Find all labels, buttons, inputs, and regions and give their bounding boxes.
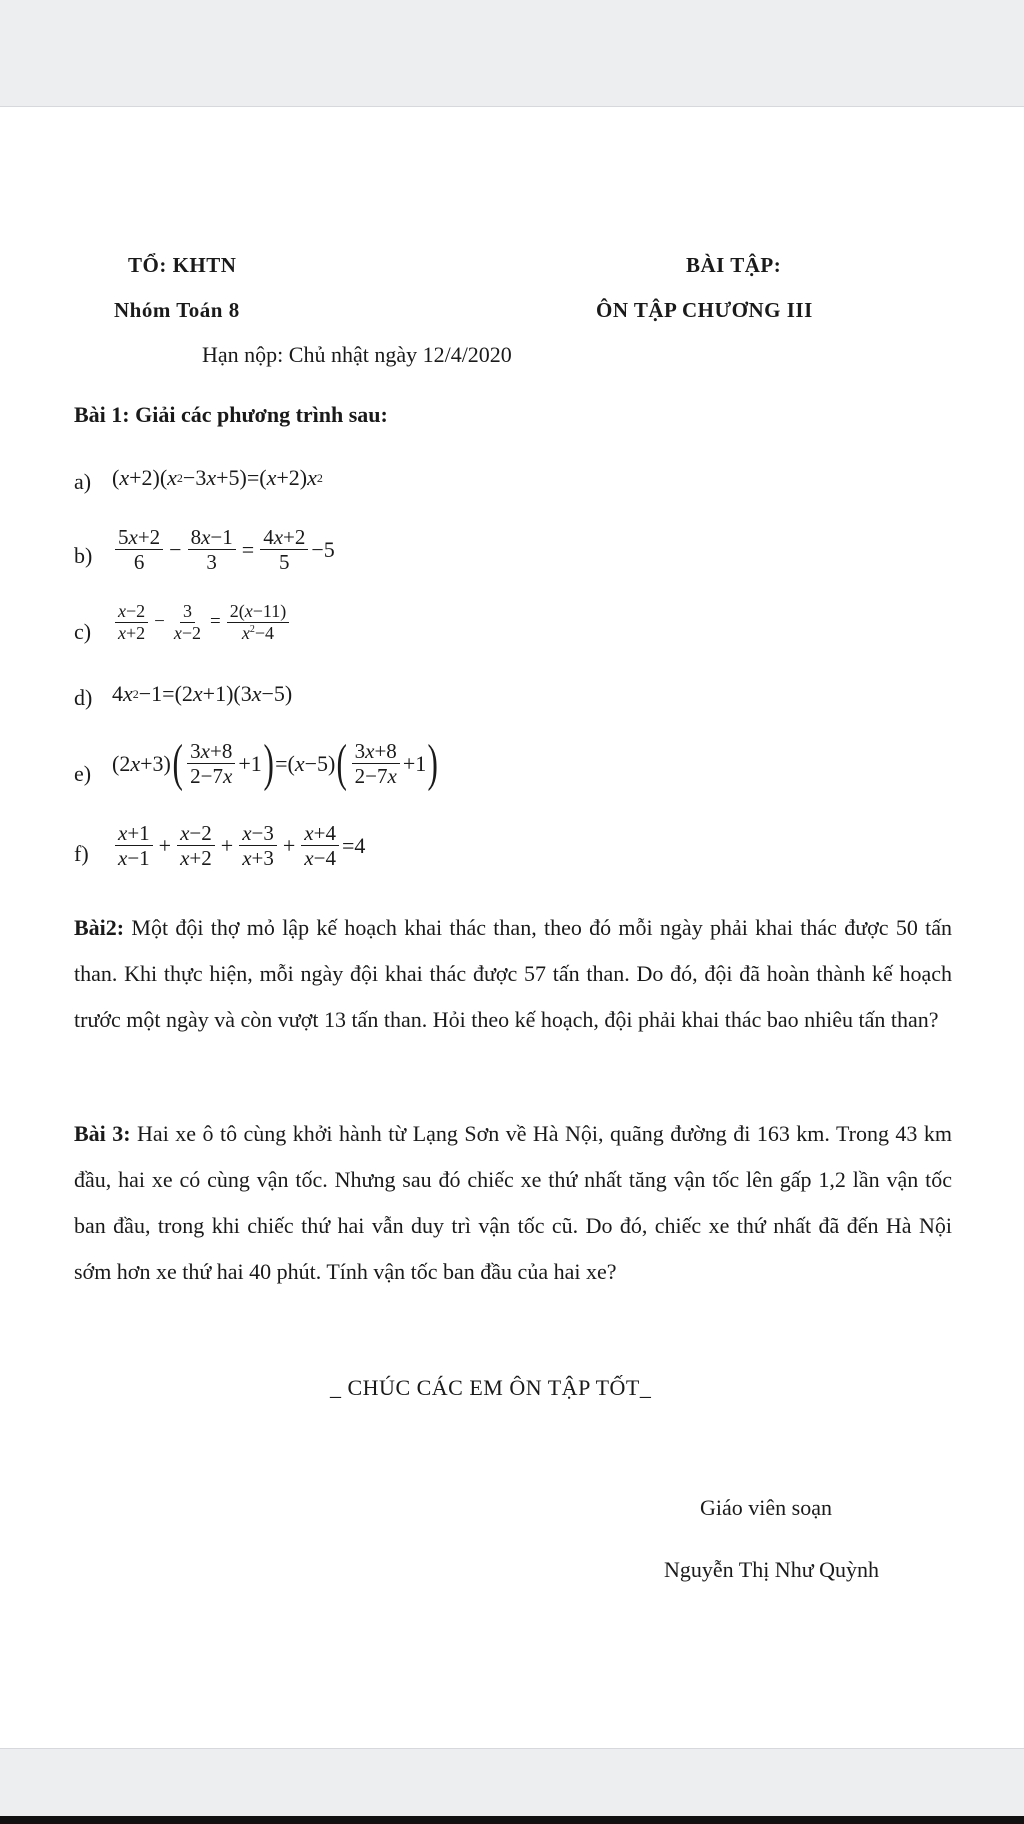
equation-e-expression: (2 x +3) ( $\frac{3x+8}{2-7x}$ +1 ) =( x −5) ( $\frac{3x+8}{2-7x}$ +1 )	[112, 734, 439, 792]
exercise-3-title: Bài 3:	[74, 1121, 131, 1146]
equation-f-expression: $\frac{x+1}{x-1}$ + $\frac{x-2}{x+2}$ + $\frac{x-3}{x+3}$ + $\frac{x+4}{x-4}$ =4	[112, 821, 365, 870]
equation-b	[0, 519, 1024, 599]
equation-b-expression: $\frac{5x+2}{6}$ − $\frac{8x-1}{3}$ = $\frac{4x+2}{5}$ −5	[112, 525, 335, 574]
equation-f-label: f)	[74, 841, 89, 866]
department-label: TỔ: KHTN	[128, 253, 237, 277]
equation-c-label: c)	[74, 619, 92, 644]
exercise-label: BÀI TẬP:	[686, 253, 782, 277]
signature-name: Nguyễn Thị Như Quỳnh	[664, 1557, 880, 1582]
exercise-2	[74, 905, 952, 1043]
equation-d-label: d)	[74, 685, 93, 710]
equation-b-label: b)	[74, 543, 93, 568]
top-band	[0, 0, 1024, 107]
equation-a-label: a)	[74, 469, 92, 494]
closing-wish: _ CHÚC CÁC EM ÔN TẬP TỐT_	[330, 1375, 652, 1400]
exercise-2-title: Bài2:	[74, 915, 125, 940]
equation-f	[0, 815, 1024, 895]
exercise-3-text: Hai xe ô tô cùng khởi hành từ Lạng Sơn về Hà Nội, quãng đường đi 163 km. Trong 43 km đầu, hai xe có cùng vận tốc. Nhưng sau đó chiếc xe thứ nhất tăng vận tốc lên gấp 1,2 lần vận tốc ban đầu, trong khi chiếc thứ hai vẫn duy trì vận tốc cũ. Do đó, chiếc xe thứ nhất đã đến Hà Nội sớm hơn xe thứ hai 40 phút. Tính vận tốc ban đầu của hai xe?	[74, 1121, 952, 1284]
equation-e-label: e)	[74, 761, 92, 786]
bottom-edge	[0, 1816, 1024, 1824]
document-page	[0, 107, 1024, 1747]
signature-role: Giáo viên soạn	[700, 1495, 832, 1520]
equation-c	[0, 593, 1024, 673]
equation-c-expression: $\frac{x-2}{x+2}$ − $\frac{3}{x-2}$ = $\frac{2(x-11)}{x^2-4}$	[112, 601, 292, 643]
equation-a-expression: ( x +2)( x 2 −3 x +5)=( x +2) x 2	[112, 465, 323, 490]
bottom-band	[0, 1748, 1024, 1817]
exercise-2-text: Một đội thợ mỏ lập kế hoạch khai thác than, theo đó mỗi ngày phải khai thác được 50 tấn than. Khi thực hiện, mỗi ngày đội khai thác được 57 tấn than. Do đó, đội đã hoàn thành kế hoạch trước một ngày và còn vượt 13 tấn than. Hỏi theo kế hoạch, đội phải khai thác bao nhiêu tấn than?	[74, 915, 952, 1032]
exercise-1-title: Bài 1: Giải các phương trình sau:	[74, 402, 388, 427]
chapter-title: ÔN TẬP CHƯƠNG III	[596, 298, 813, 322]
deadline-text: Hạn nộp: Chủ nhật ngày 12/4/2020	[202, 342, 512, 367]
exercise-3	[74, 1111, 952, 1295]
equation-d-expression: 4 x 2 −1=(2 x +1)(3 x −5)	[112, 681, 293, 706]
equation-e	[0, 733, 1024, 813]
group-label: Nhóm Toán 8	[114, 298, 240, 322]
